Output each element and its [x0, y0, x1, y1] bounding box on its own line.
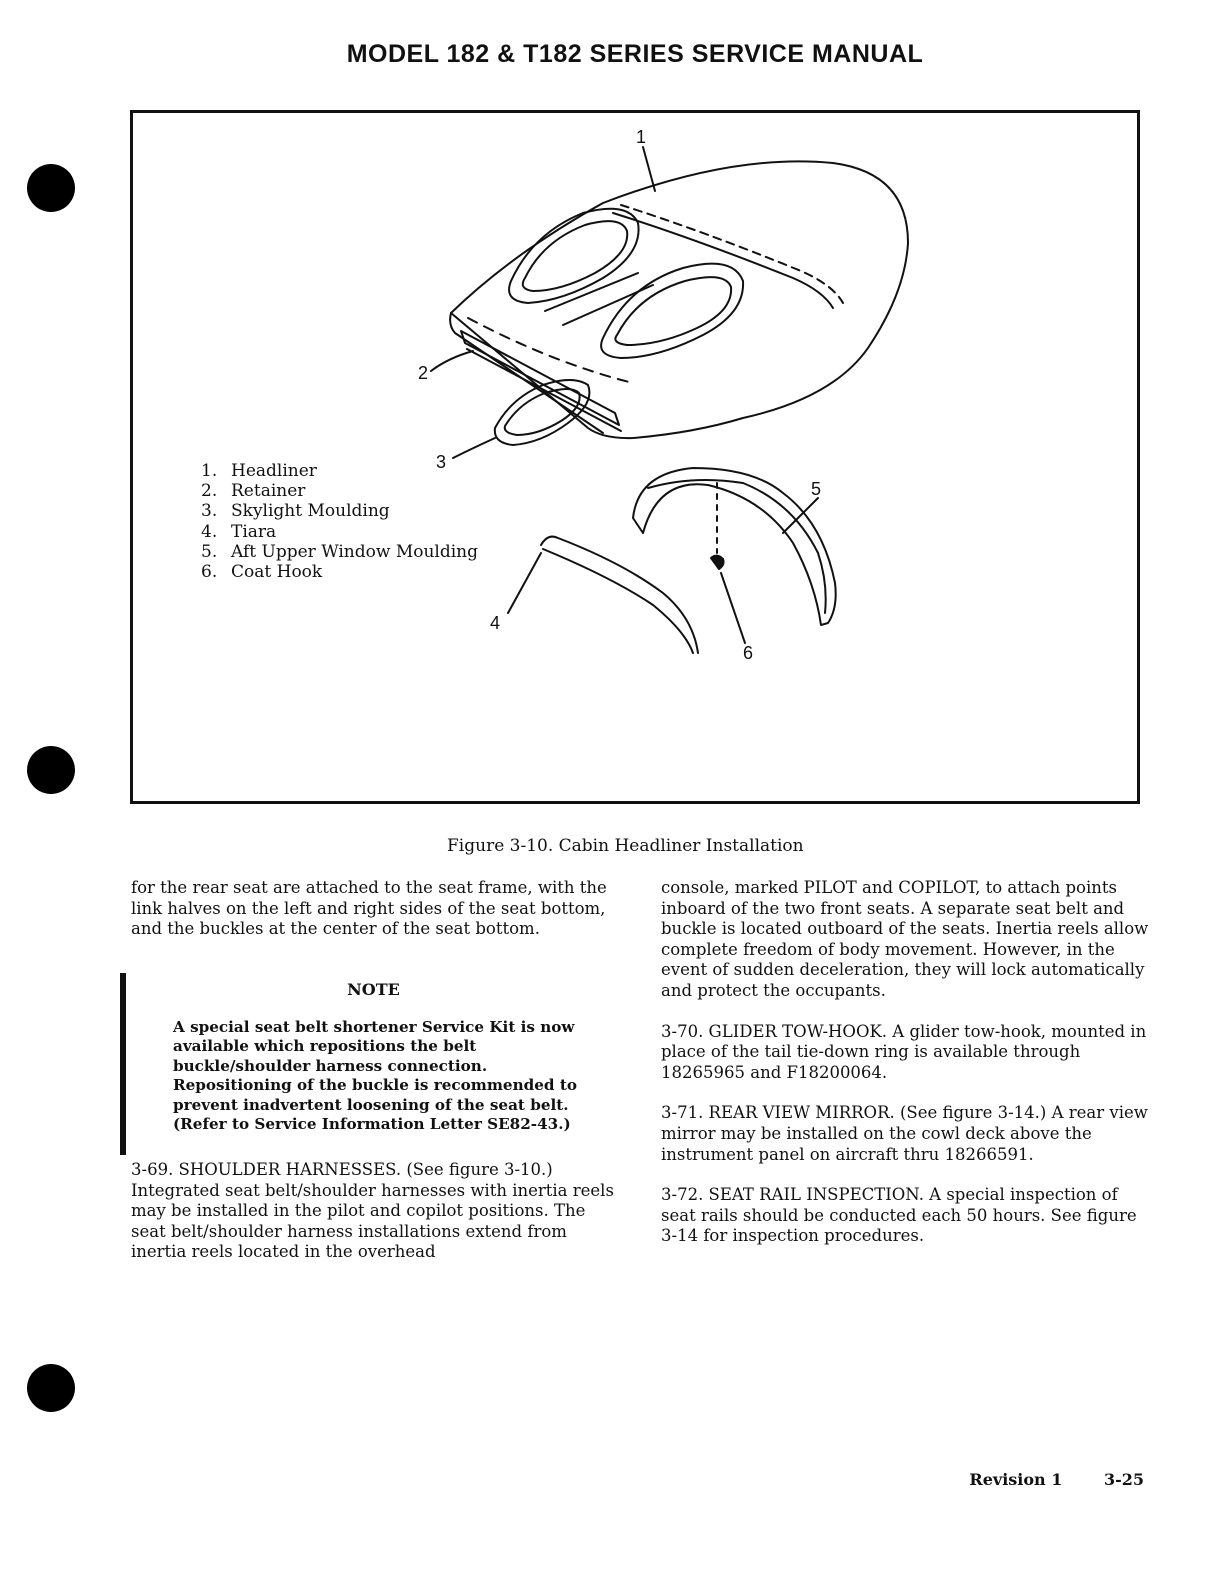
- headliner-seam: [613, 213, 833, 308]
- callout-1: 1: [636, 127, 647, 147]
- figure-legend: [201, 461, 478, 582]
- left-column: [131, 878, 616, 940]
- binder-hole: [27, 1364, 75, 1412]
- callout-5: 5: [811, 479, 822, 499]
- paragraph-intro: for the rear seat are attached to the seat frame, with the link halves on the left and right sides of the seat bottom, and the buckles at the center of the seat bottom.: [131, 878, 607, 939]
- right-column: [661, 878, 1156, 1247]
- leader-line-3: [453, 438, 495, 458]
- figure-frame: [130, 110, 1140, 804]
- leader-line-4: [508, 553, 541, 613]
- paragraph-continued: console, marked PILOT and COPILOT, to attach points inboard of the two front seats. A separate seat belt and buckle is located outboard of the seats. Inertia reels allow complete freedom of body movement. However, in the event of sudden deceleration, they will lock automatically and protect the occupants.: [661, 878, 1149, 1000]
- leader-line-2: [431, 351, 473, 371]
- legend-item: 2. Retainer: [201, 481, 306, 502]
- legend-item: 4. Tiara: [201, 521, 277, 542]
- callout-2: 2: [418, 363, 429, 383]
- revision-label: Revision 1: [969, 1470, 1063, 1489]
- change-bar: [120, 973, 126, 1155]
- page-footer: [969, 1470, 1144, 1489]
- binder-hole: [27, 164, 75, 212]
- coat-hook: [711, 556, 724, 569]
- headliner-illustration: [133, 113, 1137, 801]
- retainer: [461, 331, 619, 425]
- aft-window-moulding: [633, 468, 836, 625]
- skylight-opening-left-inner: [523, 221, 627, 291]
- legend-item: 3. Skylight Moulding: [201, 501, 390, 522]
- leader-line-6: [721, 573, 745, 643]
- aft-window-moulding-inner: [648, 480, 826, 613]
- binder-hole: [27, 746, 75, 794]
- legend-item: 1. Headliner: [201, 461, 317, 481]
- headliner-outline: [451, 161, 908, 438]
- callout-6: 6: [743, 643, 754, 663]
- callout-4: 4: [490, 613, 501, 633]
- paragraph-3-71: 3-71. REAR VIEW MIRROR. (See figure 3-14.) A rear view mirror may be installed on the cowl deck above the instrument panel on aircraft thru 18266591.: [661, 1103, 1148, 1164]
- legend-item: 6. Coat Hook: [201, 562, 323, 583]
- figure-caption: Figure 3-10. Cabin Headliner Installation: [447, 836, 804, 856]
- paragraph-3-72: 3-72. SEAT RAIL INSPECTION. A special inspection of seat rails should be conducted each 50 hours. See figure 3-14 for inspection procedures.: [661, 1185, 1137, 1246]
- legend-item: 5. Aft Upper Window Moulding: [201, 541, 478, 562]
- skylight-opening-right-inner: [615, 277, 731, 345]
- page-number: 3-25: [1103, 1470, 1144, 1489]
- leader-line-1: [643, 147, 655, 191]
- callout-3: 3: [436, 452, 447, 472]
- page-header-title: MODEL 182 & T182 SERIES SERVICE MANUAL: [346, 40, 924, 68]
- tiara: [541, 537, 698, 653]
- note-heading: NOTE: [347, 980, 400, 999]
- retainer-edge: [467, 349, 621, 431]
- paragraph-3-70: 3-70. GLIDER TOW-HOOK. A glider tow-hook, mounted in place of the tail tie-down ring is available through 18265965 and F18200064.: [661, 1021, 1147, 1082]
- note-body: A special seat belt shortener Service Kit is now available which repositions the belt buckle/shoulder harness connection. Repositioning of the buckle is recommended to prevent inadvertent loosening of the seat belt. (Refer to Service Information Letter SE82-43.): [173, 1018, 577, 1134]
- left-column-lower: [131, 1160, 616, 1263]
- paragraph-3-69: 3-69. SHOULDER HARNESSES. (See figure 3-10.) Integrated seat belt/shoulder harnesses with inertia reels may be installed in the pilot and copilot positions. The seat belt/shoulder harness installations extend from inertia reels located in the overhead: [131, 1160, 614, 1262]
- leader-line-5: [783, 498, 818, 533]
